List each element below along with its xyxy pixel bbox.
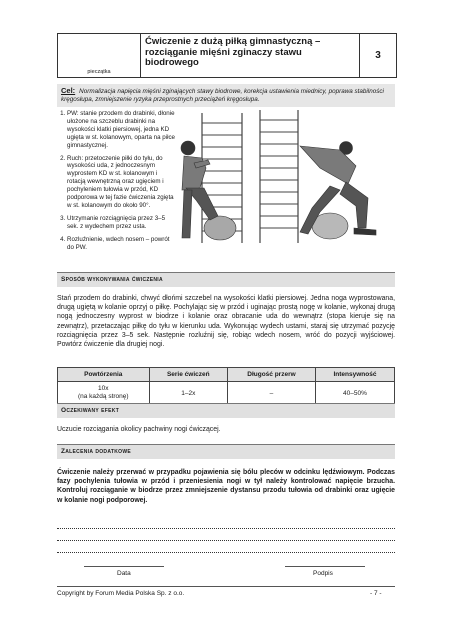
goal-label: Cel: [61,86,76,95]
goal-text: Normalizacja napięcia mięśni zginających stawy biodrowe, korekcja ustawienia miednicy, poprawa stabilności kręgosłupa, zmniejszenie ryzyka przeprostnych przeciążeń kręgosłupa. [61,88,384,103]
method-text: Stań przodem do drabinki, chwyć dłońmi szczebel na wysokości klatki piersiowej. Jedna noga wyprostowana, drugą ugiętą w kolanie oprzyj o piłkę. Pochylając się w przód i uginając prostą nogę w kolanie, wykonaj drugą nogą jednoczesny wyprost w biodrze i kolanie oraz obracanie uda do wewnątrz (stopa kieruje się na zewnątrz), przetaczając piłkę do tyłu w kierunku uda. Wykonując wydech ustami, staraj się utrzymać pozycję rozciągnięcia przez 3–5 sek. Następnie rozluźnij się, robiąc wdech nosem, wróć do pozycji wyjściowej. Powtórz ćwiczenie dla drugiej nogi. [57,295,395,349]
footer-divider [57,586,395,587]
step-item: 1. PW: stanie przodem do drabinki, dłonie ułożone na szczeblu drabinki na wysokości klatki piersiowej, jedna KD ugięta w st. kolanowym, oparta na piłce gimnastycznej. [67,110,177,150]
step-item: 4. Rozluźnienie, wdech nosem – powrót do PW. [67,236,177,252]
stamp-label: pieczątka [87,69,111,75]
section-recommend-heading: Zalecenia dodatkowe [57,444,395,459]
table-cell: 10x (na każdą stronę) [58,382,150,405]
notes-line[interactable] [57,528,395,529]
table-row [58,382,395,405]
table-cell: – [228,382,316,405]
step-item: 3. Utrzymanie rozciągnięcia przez 3–5 sek. z wydechem przez usta. [67,215,177,231]
table-cell: 1–2x [149,382,227,405]
steps-list [57,110,177,257]
effect-text: Uczucie rozciągania okolicy pachwiny nogi ćwiczącej. [57,426,221,433]
signature-label: Podpis [313,570,333,577]
header-box [57,33,397,78]
page-number: - 7 - [370,590,382,597]
parameters-table [57,367,395,405]
stamp-field [58,34,141,77]
step-item: 2. Ruch: przetoczenie piłki do tyłu, do wysokości uda, z jednoczesnym wyprostem KD w st. kolanowym i rotacją wewnętrzną oraz ugięciem i pochyleniem tułowia w przód, KD podporowa w tej fazie ćwiczenia zgięta w st. kolanowym do około 90°. [67,155,177,210]
table-cell: 40–50% [315,382,394,405]
recommend-text: Ćwiczenie należy przerwać w przypadku pojawienia się bólu pleców w odcinku lędźwiowym. Podczas fazy pochylenia tułowia w przód i przeniesienia nogi w tył należy kontrolować napięcie brzucha. Kontroluj rozciąganie w biodrze przez zmniejszenie dystansu przodu tułowia od drabinki oraz ugięcie w kolanie nogi podporowej. [57,469,395,504]
notes-line[interactable] [57,552,395,553]
table-header: Powtórzenia [58,368,150,382]
table-header: Długość przerw [228,368,316,382]
copyright-text: Copyright by Forum Media Polska Sp. z o.o. [57,590,185,597]
section-effect-heading: Oczekiwany efekt [57,403,395,418]
exercise-title: Ćwiczenie z dużą piłką gimnastyczną – rozciąganie mięśni zginaczy stawu biodrowego [145,36,321,68]
goal-box [57,84,395,107]
table-header: Serie ćwiczeń [149,368,227,382]
section-method-heading: Sposób wykonywania ćwiczenia [57,272,395,287]
table-header: Intensywność [315,368,394,382]
exercise-number: 3 [359,34,396,77]
signature-line[interactable] [285,566,365,567]
exercise-illustration [180,108,395,248]
date-line[interactable] [84,566,164,567]
date-label: Data [117,570,131,577]
notes-line[interactable] [57,540,395,541]
